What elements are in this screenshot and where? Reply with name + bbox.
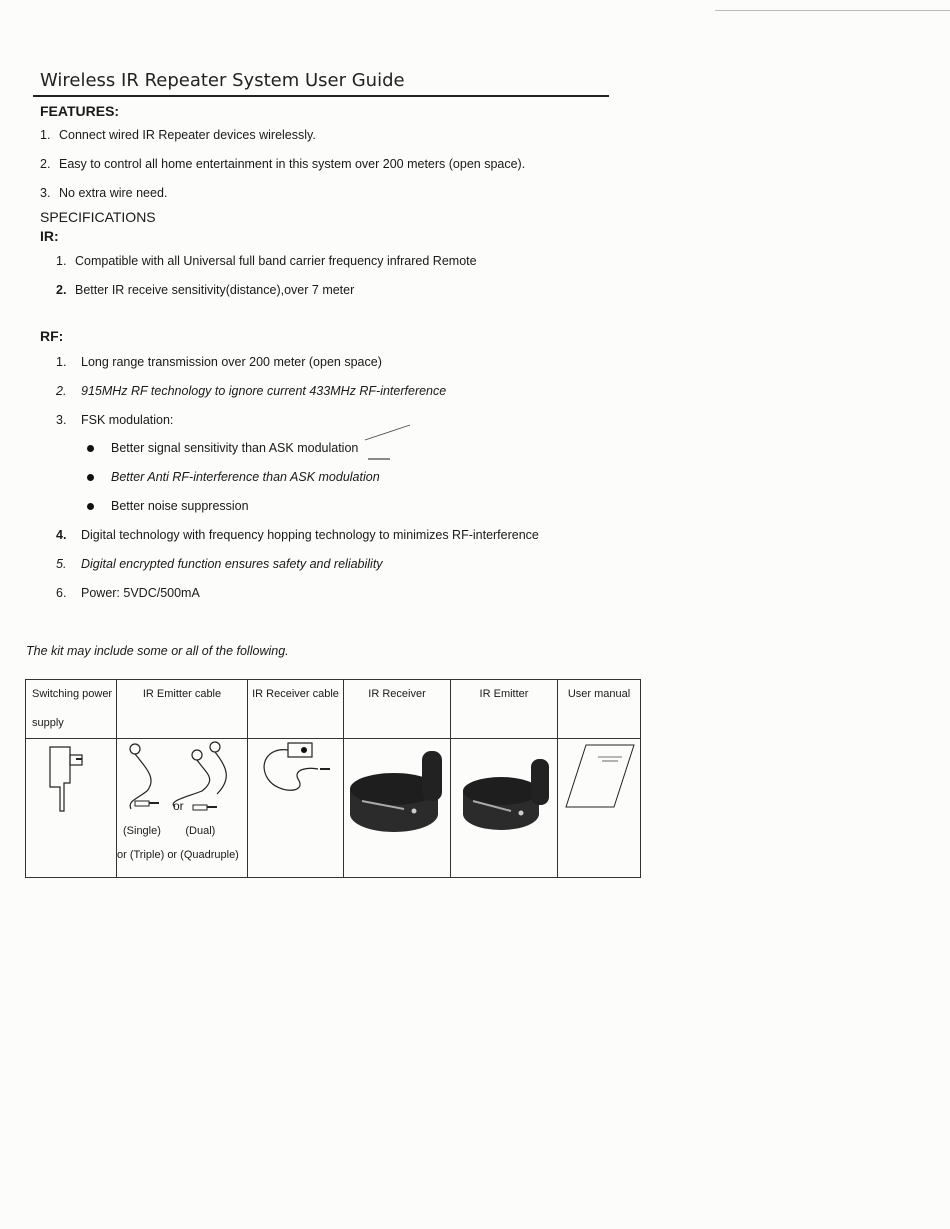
emitter-or-label: or (173, 799, 184, 813)
feature-number: 2. (40, 157, 51, 171)
ir-emitter-device-icon (451, 739, 557, 874)
rf-item: Digital encrypted function ensures safety and reliability (81, 557, 383, 571)
features-heading: FEATURES: (40, 103, 120, 119)
kit-intro: The kit may include some or all of the following. (26, 644, 289, 658)
kit-header-cell: User manual (558, 680, 641, 739)
rf-item: Long range transmission over 200 meter (open space) (81, 355, 382, 369)
document-title: Wireless IR Repeater System User Guide (40, 70, 405, 91)
kit-contents-table (25, 679, 641, 878)
kit-image-cell (248, 739, 344, 878)
kit-image-cell (26, 739, 117, 878)
bullet-dot (87, 503, 94, 510)
kit-header-cell: Switching power supply (26, 680, 117, 739)
ir-receiver-device-icon (344, 739, 450, 874)
title-underline (33, 95, 609, 97)
ir-item: Better IR receive sensitivity(distance),over 7 meter (75, 283, 355, 297)
stray-pen-mark (340, 415, 420, 465)
kit-header-cell: IR Emitter (451, 680, 558, 739)
kit-header-row (26, 680, 641, 739)
rf-number: 3. (56, 413, 67, 427)
specifications-heading: SPECIFICATIONS (40, 209, 156, 225)
rf-number: 2. (56, 384, 67, 398)
kit-header-cell: IR Receiver (344, 680, 451, 739)
bullet-dot (87, 445, 94, 452)
kit-header-cell: IR Emitter cable (117, 680, 248, 739)
scan-edge-line (715, 10, 950, 11)
fsk-bullet-item: Better noise suppression (111, 499, 249, 513)
rf-item: FSK modulation: (81, 413, 174, 427)
kit-header-cell: IR Receiver cable (248, 680, 344, 739)
feature-item: No extra wire need. (59, 186, 168, 200)
user-manual-icon (558, 739, 640, 874)
ir-item: Compatible with all Universal full band carrier frequency infrared Remote (75, 254, 477, 268)
ir-number: 1. (56, 254, 67, 268)
rf-number: 4. (56, 528, 67, 542)
feature-number: 3. (40, 186, 51, 200)
feature-item: Easy to control all home entertainment in this system over 200 meters (open space). (59, 157, 526, 171)
rf-number: 5. (56, 557, 67, 571)
kit-image-cell (558, 739, 641, 878)
fsk-bullet-item: Better Anti RF-interference than ASK modulation (111, 470, 380, 484)
kit-image-cell (344, 739, 451, 878)
kit-image-cell (451, 739, 558, 878)
emitter-caption-line1: (Single) (Dual) (123, 825, 216, 837)
feature-item: Connect wired IR Repeater devices wirelessly. (59, 128, 316, 142)
rf-number: 6. (56, 586, 67, 600)
rf-heading: RF: (40, 328, 64, 344)
kit-image-cell (117, 739, 248, 878)
ir-number: 2. (56, 283, 67, 297)
rf-item: Digital technology with frequency hopping technology to minimizes RF-interference (81, 528, 539, 542)
power-adapter-icon (26, 739, 116, 874)
fsk-bullet-item: Better signal sensitivity than ASK modulation (111, 441, 359, 455)
rf-item: 915MHz RF technology to ignore current 433MHz RF-interference (81, 384, 447, 398)
emitter-caption-line2: or (Triple) or (Quadruple) (117, 849, 239, 861)
feature-number: 1. (40, 128, 51, 142)
ir-heading: IR: (40, 228, 59, 244)
kit-image-row (26, 739, 641, 878)
rf-number: 1. (56, 355, 67, 369)
ir-receiver-cable-icon (248, 739, 343, 819)
rf-item: Power: 5VDC/500mA (81, 586, 200, 600)
bullet-dot (87, 474, 94, 481)
